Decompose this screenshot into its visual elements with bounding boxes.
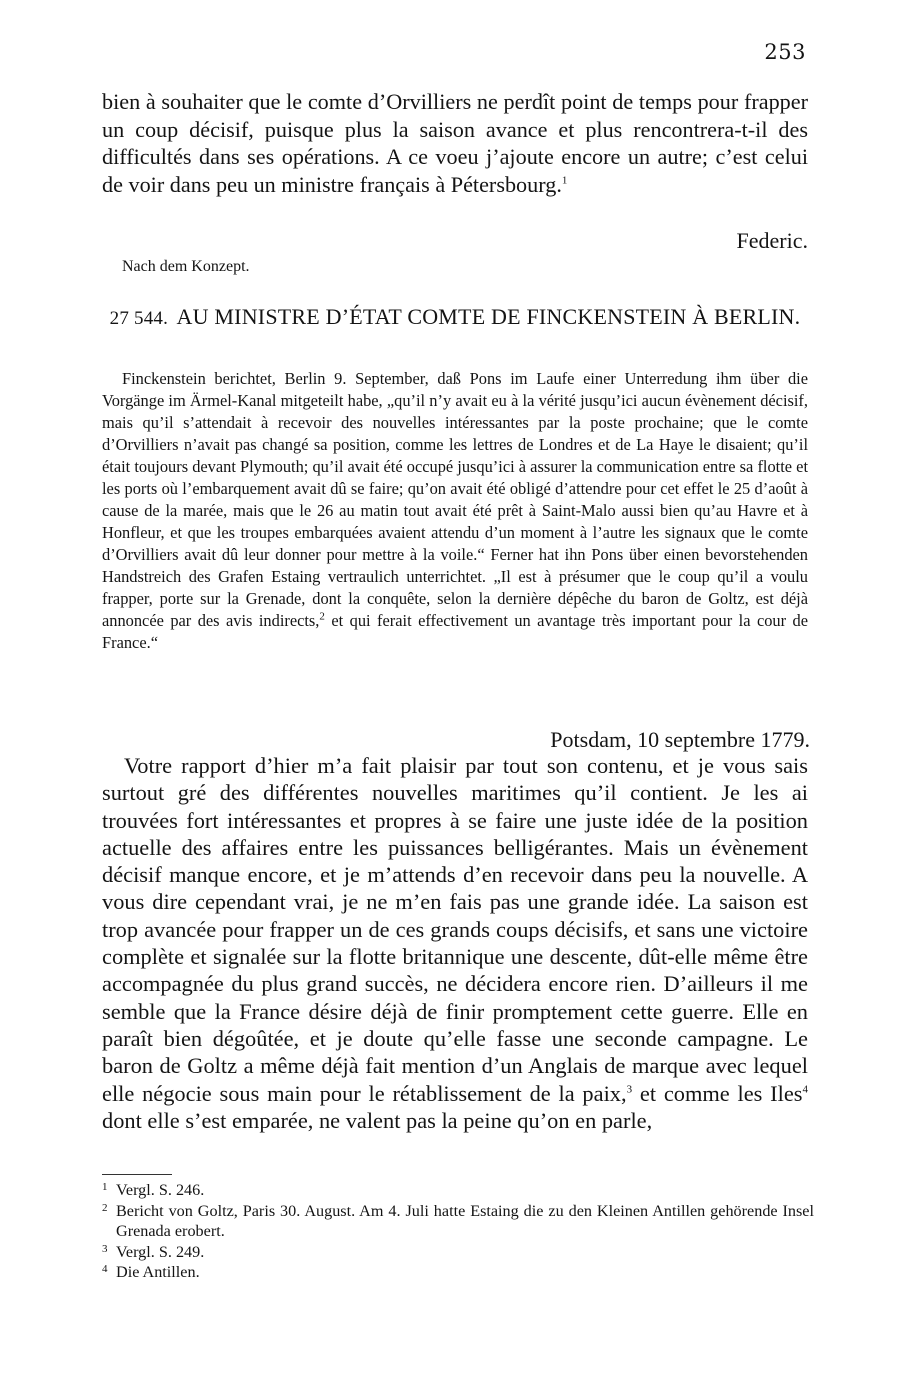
- document-title: AU MINISTRE D’ÉTAT COMTE DE FINCKENSTEIN À BERLIN.: [176, 304, 801, 329]
- continuation-paragraph: [102, 88, 808, 198]
- footnote-ref-1: 1: [561, 174, 568, 187]
- footnote-text: Bericht von Goltz, Paris 30. August. Am 4. Juli hatte Estaing die zu den Kleinen Antillen gehörende Insel Grenada erobert.: [116, 1201, 814, 1240]
- footnote-ref-3: 3: [626, 1083, 633, 1096]
- summary-text-end: et qui ferait effectivement un avantage très important pour la cour de France.“: [102, 611, 808, 652]
- footnote-text: Vergl. S. 249.: [116, 1242, 205, 1261]
- footnote-mark: 4: [102, 1263, 108, 1275]
- footnote-ref-2: 2: [319, 610, 325, 623]
- footnote-mark: 1: [102, 1181, 108, 1193]
- footnote-4: [102, 1262, 814, 1283]
- letter-text-mid: et comme les Iles: [632, 1080, 803, 1106]
- footnote-3: [102, 1242, 814, 1263]
- footnote-text: Vergl. S. 246.: [116, 1181, 205, 1199]
- signature: Federic.: [736, 228, 808, 253]
- footnote-1: [102, 1180, 814, 1201]
- dateline: Potsdam, 10 septembre 1779.: [550, 727, 810, 752]
- footnote-mark: 3: [102, 1242, 108, 1255]
- document-number: 27 544.: [109, 308, 169, 329]
- letter-body: [102, 752, 808, 1134]
- footnote-2: [102, 1201, 814, 1242]
- summary-text: Finckenstein berichtet, Berlin 9. September, daß Pons im Laufe einer Unterredung ihm über die Vorgänge im Ärmel-Kanal mitgeteilt habe, „qu’il n’y avait eu à la vérité jusqu’ici aucun évènement décisif, mais qu’il s’attendait à recevoir des nouvelles intéressantes par la poste prochaine; que le comte d’Orvilliers n’avait pas changé sa position, comme les lettres de Londres et de La Haye le disaient; qu’il était toujours devant Plymouth; qu’il avait été occupé jusqu’ici à assurer la communication entre sa flotte et les ports où l’embarquement avait dû se faire; qu’on avait été obligé d’attendre pour cet effet le 25 d’août à cause de la marée, mais que le 26 au matin tout avait été prêt à Saint-Malo aussi bien qu’au Havre et à Honfleur, et que les troupes embarquées avaient attendu d’un moment à l’autre les signaux que le comte d’Orvilliers avait dû leur donner pour mettre à la voile.“ Ferner hat ihn Pons über einen bevorstehenden Handstreich des Grafen Estaing vertraulich unterrichtet. „Il est à présumer que le coup qu’il a voulu frapper, porte sur la Grenade, dont la conquête, selon la dernière dépêche du baron de Goltz, est déjà annoncée par des avis indirects,: [102, 369, 808, 630]
- summary-paragraph: [102, 368, 808, 654]
- footnotes: [102, 1180, 814, 1283]
- footnote-ref-4: 4: [802, 1083, 809, 1096]
- continuation-text: bien à souhaiter que le comte d’Orvilliers ne perdît point de temps pour frapper un coup décisif, puisque plus la saison avance et plus rencontrera-t-il des difficultés dans ses opérations. A ce voeu j’ajoute encore un autre; c’est celui de voir dans peu un ministre français à Pétersbourg.: [102, 89, 808, 197]
- document-heading: [102, 303, 808, 333]
- source-note: Nach dem Konzept.: [122, 258, 250, 275]
- footnote-mark: 2: [102, 1201, 108, 1214]
- letter-text: Votre rapport d’hier m’a fait plaisir par tout son contenu, et je vous sais surtout gré des différentes nouvelles maritimes qu’il contient. Je les ai trouvées fort intéressantes et propres à se faire une juste idée de la position actuelle des affaires entre les puissances belligérantes. Mais un évènement décisif manque encore, et je m’attends d’en recevoir dans peu la nouvelle. A vous dire cependant vrai, je ne m’en fais pas une grande idée. La saison est trop avancée pour frapper un de ces grands coups décisifs, et sans une victoire complète et signalée sur la flotte britannique une descente, dût-elle même être accompagnée du plus grand succès, ne décidera encore rien. D’ailleurs il me semble que la France désire déjà de finir promptement cette guerre. Elle en paraît bien dégoûtée, et je doute qu’elle fasse une seconde campagne. Le baron de Goltz a même déjà fait mention d’un Anglais de marque avec lequel elle négocie sous main pour le rétablissement de la paix,: [102, 753, 808, 1106]
- footnote-text: Die Antillen.: [116, 1263, 200, 1281]
- footnote-divider: [102, 1174, 172, 1175]
- page-number: 253: [764, 40, 806, 64]
- letter-text-end: dont elle s’est emparée, ne valent pas la peine qu’on en parle,: [102, 1107, 653, 1133]
